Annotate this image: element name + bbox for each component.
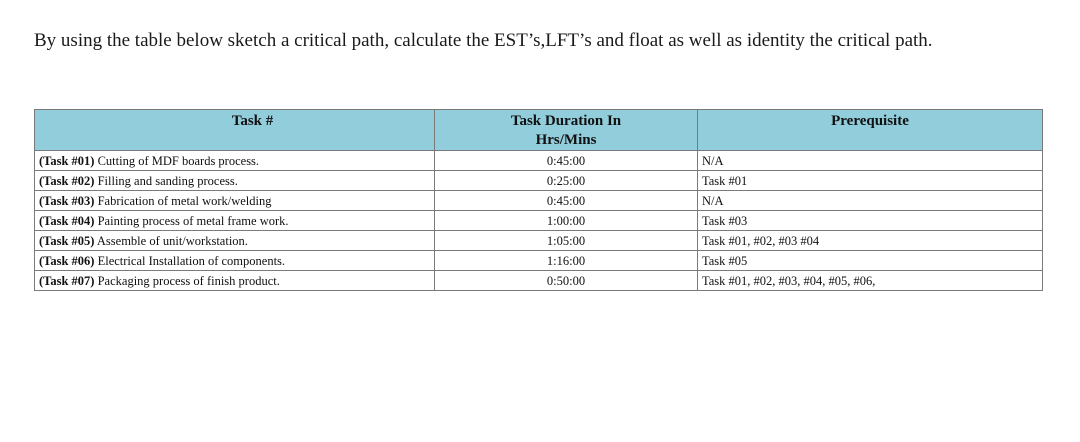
task-cell [35,151,435,171]
header-duration-line1: Task Duration In [510,113,622,129]
task-id: (Task #01) [39,153,95,168]
header-duration-line2: Hrs/Mins [535,132,597,148]
table-row [35,211,1043,231]
task-id: (Task #07) [39,273,95,288]
table-header-row [35,110,1043,151]
task-description: Electrical Installation of components. [94,253,286,268]
header-duration [435,110,698,151]
task-id: (Task #06) [39,253,95,268]
table-row [35,271,1043,291]
duration-cell: 1:16:00 [435,251,698,271]
task-cell [35,211,435,231]
header-task: Task # [35,110,435,151]
task-id: (Task #03) [39,193,95,208]
table-row [35,191,1043,211]
duration-cell: 0:25:00 [435,171,698,191]
prerequisite-cell: N/A [698,191,1043,211]
task-description: Assemble of unit/workstation. [94,233,248,248]
task-description: Cutting of MDF boards process. [94,153,260,168]
duration-cell: 0:45:00 [435,191,698,211]
duration-cell: 1:00:00 [435,211,698,231]
task-description: Filling and sanding process. [94,173,238,188]
task-cell [35,191,435,211]
task-id: (Task #05) [39,233,95,248]
task-id: (Task #04) [39,213,95,228]
duration-cell: 1:05:00 [435,231,698,251]
table-row [35,251,1043,271]
prerequisite-cell: Task #05 [698,251,1043,271]
prerequisite-cell: N/A [698,151,1043,171]
task-description: Fabrication of metal work/welding [94,193,272,208]
prerequisite-cell: Task #03 [698,211,1043,231]
table-row [35,231,1043,251]
duration-cell: 0:50:00 [435,271,698,291]
prerequisite-cell: Task #01, #02, #03 #04 [698,231,1043,251]
instruction-text: By using the table below sketch a critical path, calculate the EST’s,LFT’s and float as well as identity the critical path. [34,30,933,51]
task-table [34,109,1043,291]
task-cell [35,271,435,291]
task-cell [35,171,435,191]
task-id: (Task #02) [39,173,95,188]
header-prerequisite: Prerequisite [698,110,1043,151]
prerequisite-cell: Task #01, #02, #03, #04, #05, #06, [698,271,1043,291]
task-cell [35,251,435,271]
table-row [35,171,1043,191]
task-description: Packaging process of finish product. [94,273,280,288]
table-row [35,151,1043,171]
prerequisite-cell: Task #01 [698,171,1043,191]
duration-cell: 0:45:00 [435,151,698,171]
task-description: Painting process of metal frame work. [94,213,289,228]
task-cell [35,231,435,251]
